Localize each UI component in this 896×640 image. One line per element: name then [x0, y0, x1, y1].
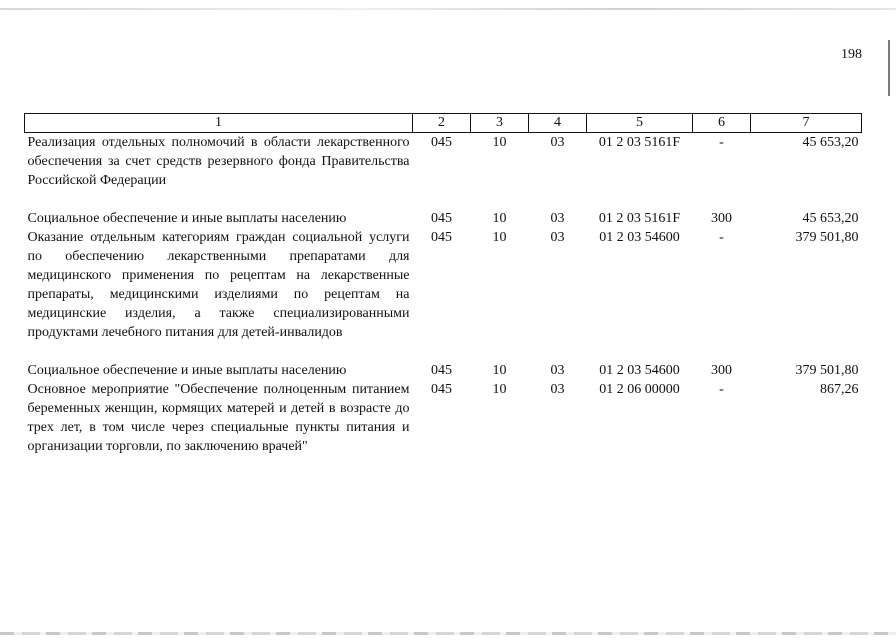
- row-target-code: 01 2 06 00000: [599, 382, 680, 397]
- row-section-code: 10: [492, 363, 507, 378]
- row-grbs-code: 045: [431, 363, 452, 378]
- row-description: Социальное обеспечение и иные выплаты населению: [27, 211, 347, 226]
- row-expense-type: -: [719, 230, 724, 245]
- row-spacer: [25, 190, 862, 209]
- row-grbs-code: 045: [431, 382, 452, 397]
- table-row: [25, 380, 862, 456]
- row-subsection-code: 03: [550, 363, 565, 378]
- row-expense-type: 300: [711, 363, 732, 378]
- row-description: Оказание отдельным категориям граждан социальной услуги по обеспечению лекарственными препаратами для медицинского применения по рецептам на лекарственные препараты, медицинскими изделиями по рецептам на медицинские изделия, а также специализированными продуктами лечебного питания для детей-инвалидов: [27, 230, 410, 340]
- scan-edge-right: [888, 40, 890, 96]
- table-row: [25, 133, 862, 191]
- col-header-6: 6: [693, 114, 751, 133]
- row-amount: 379 501,80: [795, 230, 859, 245]
- row-subsection-code: 03: [550, 211, 565, 226]
- page-number: 198: [841, 47, 862, 62]
- table-row: [25, 361, 862, 380]
- row-section-code: 10: [492, 230, 507, 245]
- row-target-code: 01 2 03 54600: [599, 230, 680, 245]
- row-target-code: 01 2 03 5161F: [598, 135, 681, 150]
- column-number-row: [25, 114, 862, 133]
- scan-edge-bottom: [0, 632, 896, 635]
- row-target-code: 01 2 03 5161F: [598, 211, 681, 226]
- row-amount: 867,26: [820, 382, 859, 397]
- row-grbs-code: 045: [431, 211, 452, 226]
- col-header-5: 5: [587, 114, 693, 133]
- budget-table: [24, 113, 862, 456]
- col-header-3: 3: [471, 114, 529, 133]
- row-subsection-code: 03: [550, 135, 565, 150]
- row-description: Социальное обеспечение и иные выплаты населению: [27, 363, 347, 378]
- table-row: [25, 209, 862, 228]
- row-section-code: 10: [492, 211, 507, 226]
- table-row: [25, 228, 862, 342]
- row-description: Реализация отдельных полномочий в области лекарственного обеспечения за счет средств резервного фонда Правительства Российской Федерации: [27, 135, 410, 188]
- col-header-2: 2: [413, 114, 471, 133]
- row-amount: 45 653,20: [802, 135, 859, 150]
- row-subsection-code: 03: [550, 230, 565, 245]
- row-target-code: 01 2 03 54600: [599, 363, 680, 378]
- row-section-code: 10: [492, 382, 507, 397]
- row-grbs-code: 045: [431, 230, 452, 245]
- row-spacer: [25, 342, 862, 361]
- row-amount: 45 653,20: [802, 211, 859, 226]
- row-expense-type: 300: [711, 211, 732, 226]
- row-expense-type: -: [719, 135, 724, 150]
- row-amount: 379 501,80: [795, 363, 859, 378]
- scan-edge-top: [0, 8, 896, 10]
- col-header-1: 1: [25, 114, 413, 133]
- row-expense-type: -: [719, 382, 724, 397]
- col-header-4: 4: [529, 114, 587, 133]
- col-header-7: 7: [751, 114, 862, 133]
- row-description: Основное мероприятие "Обеспечение полноценным питанием беременных женщин, кормящих матерей и детей в возрасте до трех лет, в том числе через специальные пункты питания и организации торговли, по заключению врачей": [27, 382, 410, 454]
- row-section-code: 10: [492, 135, 507, 150]
- row-grbs-code: 045: [431, 135, 452, 150]
- row-subsection-code: 03: [550, 382, 565, 397]
